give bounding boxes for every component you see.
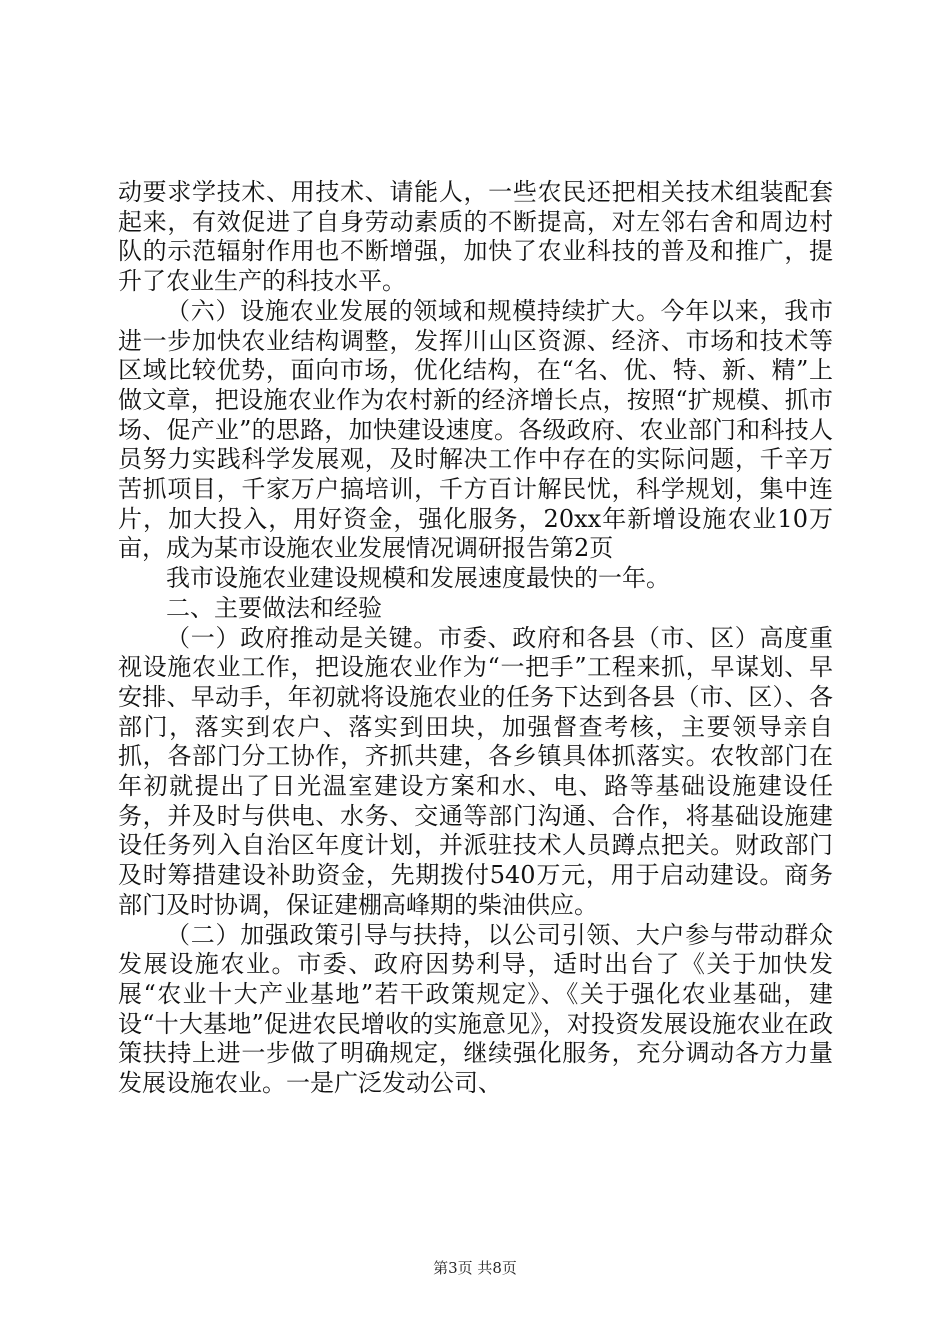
page-number-footer: 第3页 共8页	[433, 1259, 517, 1277]
paragraph-5: （二）加强政策引导与扶持，以公司引领、大户参与带动群众发展设施农业。市委、政府因势利导，适时出台了《关于加快发展“农业十大产业基地”若干政策规定》、《关于强化农业基础，建设“十大基地”促进农民增收的实施意见》，对投资发展设施农业在政策扶持上进一步做了明确规定，继续强化服务，充分调动各方力量发展设施农业。一是广泛发动公司、	[118, 920, 833, 1098]
section-heading: 二、主要做法和经验	[166, 593, 382, 622]
paragraph-4: （一）政府推动是关键。市委、政府和各县（市、区）高度重视设施农业工作，把设施农业作为“一把手”工程来抓，早谋划、早安排、早动手，年初就将设施农业的任务下达到各县（市、区）、各部门，落实到农户、落实到田块，加强督查考核，主要领导亲自抓，各部门分工协作，齐抓共建，各乡镇具体抓落实。农牧部门在年初就提出了日光温室建设方案和水、电、路等基础设施建设任务，并及时与供电、水务、交通等部门沟通、合作，将基础设施建设任务列入自治区年度计划，并派驻技术人员蹲点把关。财政部门及时筹措建设补助资金，先期拨付540万元，用于启动建设。商务部门及时协调，保证建棚高峰期的柴油供应。	[118, 623, 833, 919]
document-body	[118, 178, 833, 1099]
paragraph-3: 我市设施农业建设规模和发展速度最快的一年。	[166, 564, 670, 593]
paragraph-2: （六）设施农业发展的领域和规模持续扩大。今年以来，我市进一步加快农业结构调整，发挥川山区资源、经济、市场和技术等区域比较优势，面向市场，优化结构，在“名、优、特、新、精”上做文章，把设施农业作为农村新的经济增长点，按照“扩规模、抓市场、促产业”的思路，加快建设速度。各级政府、农业部门和科技人员努力实践科学发展观，及时解决工作中存在的实际问题，千辛万苦抓项目，千家万户搞培训，千方百计解民忧，科学规划，集中连片，加大投入，用好资金，强化服务，20xx年新增设施农业10万亩，成为某市设施农业发展情况调研报告第2页	[118, 296, 833, 563]
paragraph-1: 动要求学技术、用技术、请能人，一些农民还把相关技术组装配套起来，有效促进了自身劳动素质的不断提高，对左邻右舍和周边村队的示范辐射作用也不断增强，加快了农业科技的普及和推广，提升了农业生产的科技水平。	[118, 178, 833, 296]
